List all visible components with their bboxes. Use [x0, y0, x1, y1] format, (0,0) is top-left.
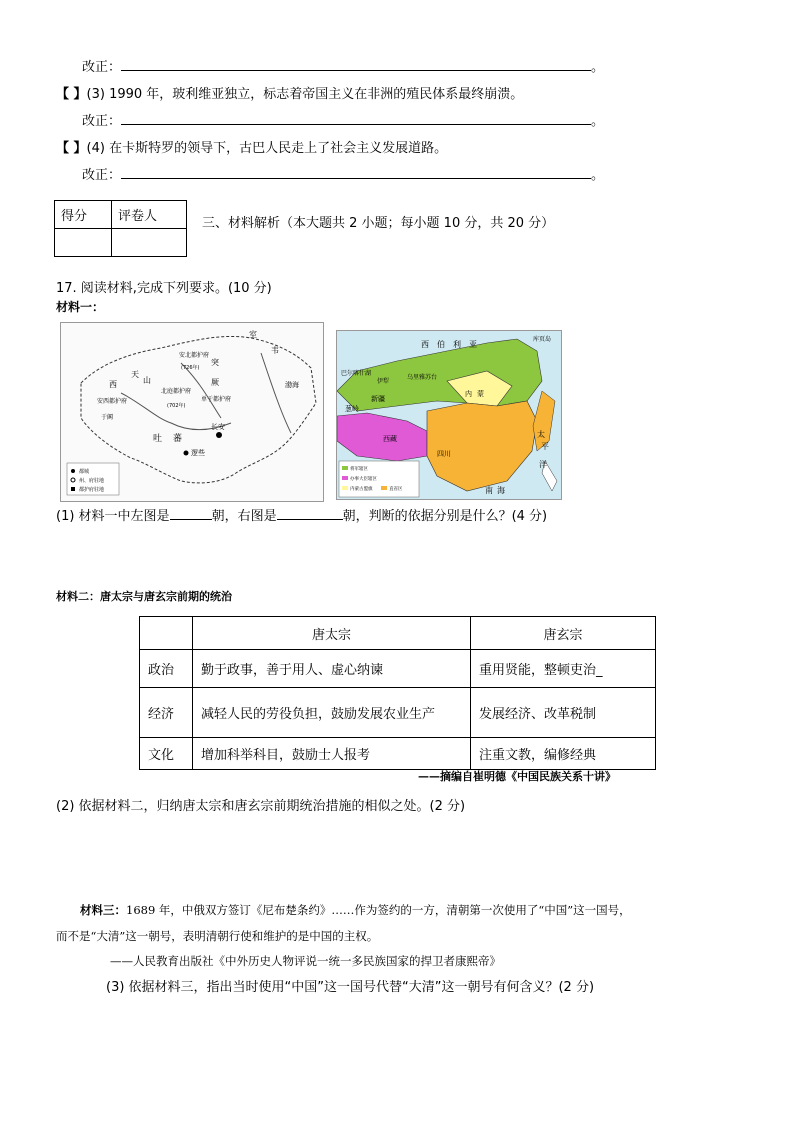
legend-label: 办事大臣辖区: [350, 477, 377, 482]
answer-blank[interactable]: [277, 519, 343, 520]
map-label: 室: [249, 330, 257, 339]
question-16-3: 【 】(3) 1990 年，玻利维亚独立，标志着帝国主义在非洲的殖民体系最终崩溃。: [56, 87, 524, 102]
answer-blank[interactable]: [170, 519, 212, 520]
legend-swatch: [342, 486, 348, 490]
score-table: [54, 200, 187, 257]
material-2-label: 材料二：唐太宗与唐玄宗前期的统治: [56, 590, 232, 603]
map-label: 亚: [469, 340, 477, 349]
map-label: 安北都护府: [179, 352, 210, 359]
map-label: 逻些: [191, 449, 205, 457]
map-label: 利: [453, 340, 461, 349]
answer-bracket[interactable]: 【 】: [56, 141, 87, 156]
map-label: (726年): [181, 365, 200, 371]
map-label: 西藏: [383, 435, 397, 443]
question-17-2: (2) 依据材料二，归纳唐太宗和唐玄宗前期统治措施的相似之处。(2 分): [56, 799, 466, 814]
map-label: 蒙: [477, 390, 484, 398]
legend-label: 都护府驻地: [79, 487, 105, 493]
score-cell[interactable]: [55, 229, 112, 257]
grader-cell[interactable]: [112, 229, 187, 257]
legend-label: 将军辖区: [350, 467, 368, 472]
map-label: 于阗: [101, 414, 114, 421]
table-row: 政治 勤于政事，善于用人、虚心纳谏 重用贤能，整顿吏治_: [140, 650, 656, 688]
capital-marker: [216, 432, 222, 438]
map-label: 洋: [539, 460, 547, 469]
legend-swatch: [381, 486, 387, 490]
question-17-1: (1) 材料一中左图是 朝，右图是 朝，判断的依据分别是什么？(4 分): [56, 509, 548, 524]
map-label: 四川: [437, 450, 451, 458]
legend-swatch: [342, 476, 348, 480]
score-header: 得分: [55, 201, 112, 229]
legend-label: 直省区: [389, 487, 403, 492]
correction-line-2: 改正： 。: [82, 60, 605, 75]
map-label: 乌里雅苏台: [407, 374, 438, 381]
section-3-heading: 三、材料解析（本大题共 2 小题；每小题 10 分，共 20 分）: [202, 216, 555, 231]
map-label: 韦: [271, 346, 279, 355]
table-row: 经济 减轻人民的劳役负担，鼓励发展农业生产 发展经济、改革税制: [140, 688, 656, 738]
table-header: 唐玄宗: [471, 617, 656, 650]
material-3-line-1: 材料三：1689 年，中俄双方签订《尼布楚条约》……作为签约的一方，清朝第一次使用了“中国”这一国号，: [80, 903, 631, 917]
map-label: 库页岛: [533, 336, 552, 343]
map-label: (702年): [167, 403, 186, 409]
map-label: 蕃: [173, 434, 183, 444]
emperor-comparison-table: [139, 616, 656, 770]
answer-bracket[interactable]: 【 】: [56, 87, 87, 102]
map-label: 西: [109, 380, 117, 389]
map-label: 太: [537, 430, 545, 439]
map-label: 南: [485, 486, 493, 495]
table-header: [140, 617, 193, 650]
grader-header: 评卷人: [112, 201, 187, 229]
map-label: 伊犁: [377, 378, 390, 385]
tang-map: [60, 322, 324, 502]
qing-map: [336, 330, 562, 500]
map-label: 内: [465, 390, 472, 398]
map-label: 安西都护府: [97, 398, 128, 405]
table-header: 唐太宗: [193, 617, 471, 650]
correction-line-3: 改正： 。: [82, 114, 605, 129]
map-label: 突: [211, 358, 219, 367]
map-label: 葱岭: [345, 405, 359, 413]
question-17-3: (3) 依据材料三，指出当时使用“中国”这一国号代替“大清”这一朝号有何含义？(2 分): [106, 980, 595, 995]
map-label: 新疆: [371, 395, 385, 403]
material-1-label: 材料一：: [56, 300, 105, 314]
answer-blank[interactable]: [121, 178, 591, 179]
correction-line-4: 改正： 。: [82, 168, 605, 183]
map-label: 巴尔喀什湖: [341, 370, 372, 377]
answer-blank[interactable]: [121, 124, 591, 125]
legend-marker: [71, 469, 75, 473]
map-label: 北庭都护府: [161, 388, 192, 395]
map-label: 单于都护府: [201, 396, 232, 403]
material-3-line-2: 而不是“大清”这一朝号，表明清朝行使和维护的是中国的主权。: [56, 929, 379, 943]
map-label: 渤海: [285, 381, 299, 389]
map-label: 厥: [211, 378, 219, 387]
source-citation-2: ——摘编自崔明德《中国民族关系十讲》: [418, 770, 616, 783]
map-label: 伯: [437, 340, 445, 349]
legend-swatch: [342, 466, 348, 470]
map-label: 天: [131, 370, 139, 379]
legend-label: 州、府驻地: [79, 478, 105, 484]
map-label: 平: [541, 442, 549, 451]
map-label: 西: [421, 340, 429, 349]
table-row: 文化 增加科举科目，鼓励士人报考 注重文教，编修经典: [140, 738, 656, 770]
map-label: 吐: [153, 434, 163, 444]
map-label: 长安: [211, 423, 225, 431]
question-17-title: 17. 阅读材料,完成下列要求。(10 分): [56, 281, 272, 296]
legend-label: 内蒙古盟旗: [350, 487, 373, 492]
question-16-4: 【 】(4) 在卡斯特罗的领导下，古巴人民走上了社会主义发展道路。: [56, 141, 448, 156]
lhasa-marker: [184, 451, 189, 456]
map-label: 山: [143, 376, 151, 385]
legend-marker: [71, 487, 75, 491]
legend-label: 都城: [79, 469, 90, 475]
answer-blank[interactable]: [121, 70, 591, 71]
source-citation-3: ——人民教育出版社《中外历史人物评说一统一多民族国家的捍卫者康熙帝》: [110, 954, 501, 968]
map-label: 海: [497, 486, 505, 495]
